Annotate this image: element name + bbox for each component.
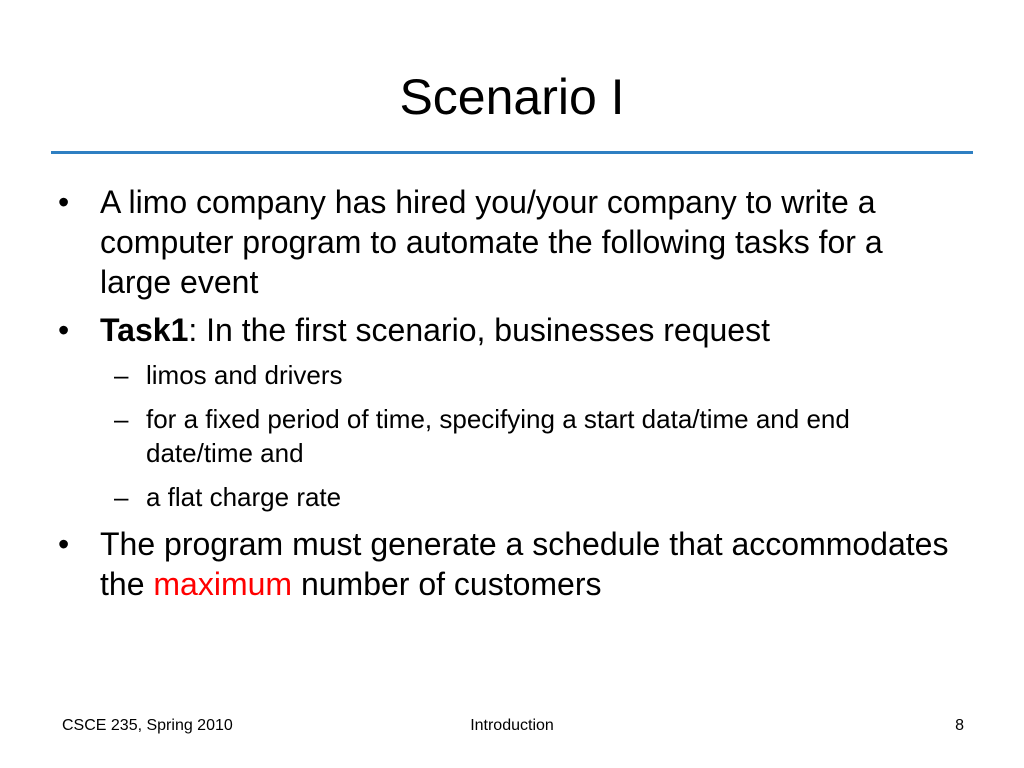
bullet-text: A limo company has hired you/your company to write a computer program to automate the following tasks for a large event xyxy=(100,184,883,300)
sub-bullet-item xyxy=(58,480,958,514)
bullet-text: number of customers xyxy=(292,566,602,602)
bullet-icon: • xyxy=(58,184,70,220)
bullet-item xyxy=(58,310,958,350)
task-label: Task1 xyxy=(100,312,189,348)
sub-bullet-text: for a fixed period of time, specifying a start data/time and end date/time and xyxy=(146,404,850,468)
bullet-text: The program must generate a schedule that accommodates the xyxy=(100,526,949,602)
slide-number: 8 xyxy=(955,717,964,734)
bullet-icon: • xyxy=(58,312,70,348)
dash-icon: – xyxy=(114,360,129,390)
footer-course: CSCE 235, Spring 2010 xyxy=(62,717,233,734)
highlight-text: maximum xyxy=(153,566,293,602)
footer-topic: Introduction xyxy=(470,717,554,734)
bullet-icon: • xyxy=(58,526,70,562)
dash-icon: – xyxy=(114,404,129,434)
sub-bullet-text: a flat charge rate xyxy=(146,482,342,512)
dash-icon: – xyxy=(114,482,129,512)
bullet-text: : In the first scenario, businesses request xyxy=(188,312,770,348)
slide-content xyxy=(58,182,958,612)
sub-bullet-text: limos and drivers xyxy=(146,360,343,390)
title-divider xyxy=(51,151,973,154)
bullet-item xyxy=(58,524,958,604)
slide-title: Scenario I xyxy=(399,69,625,125)
bullet-item xyxy=(58,182,958,302)
sub-bullet-item xyxy=(58,358,958,392)
sub-bullet-item xyxy=(58,402,958,470)
